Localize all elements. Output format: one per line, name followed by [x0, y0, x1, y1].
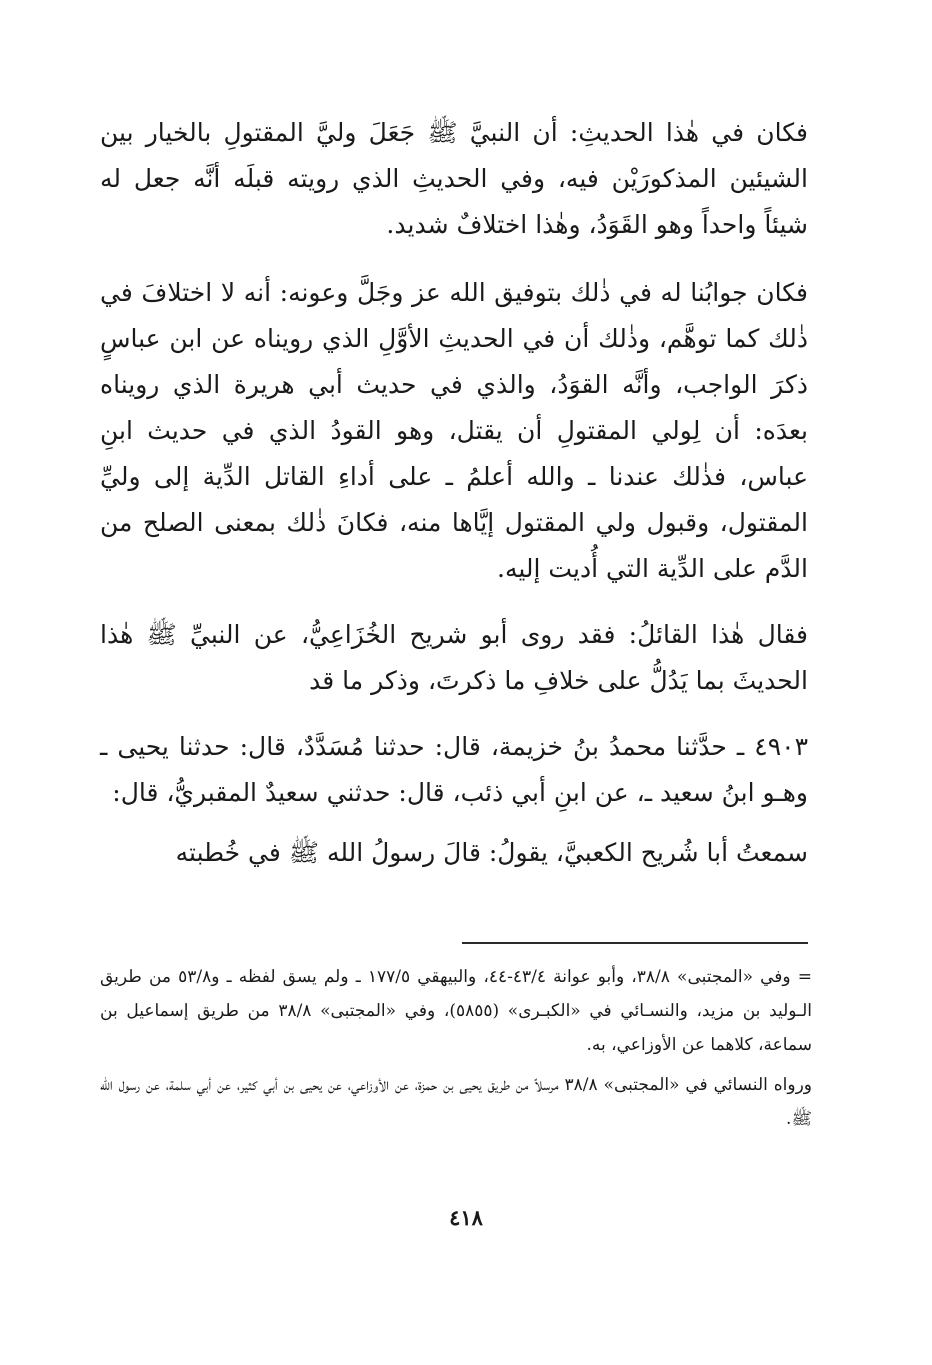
footnotes: [100, 960, 812, 1142]
footnote-line-1: [100, 960, 812, 1062]
paragraph-2: فكان جوابُنا له في ذٰلك بتوفيق الله عز وجَلَّ وعونه: أنه لا اختلافَ في ذٰلك كما توهَّم، وذٰلك أن في الحديثِ الأوَّلِ الذي رويناه عن ابن عباسٍ ذكرَ الواجب، وأنَّه القوَدُ، والذي في حديث أبي هريرة الذي رويناه بعدَه: أن لِولي المقتولِ أن يقتل، وهو القودُ الذي في حديث ابنِ عباس، فذٰلك عندنا ـ والله أعلمُ ـ على أداءِ القاتل الدِّية إلى وليِّ المقتول، وقبول ولي المقتول إيَّاها منه، فكانَ ذٰلك بمعنى الصلح من الدَّم على الدِّية التي أُديت إليه.: [100, 278, 808, 583]
page-number: ٤١٨: [449, 1205, 483, 1230]
footnote-text-1: وفي «المجتبى» ٣٨/٨، وأبو عوانة ٤٣/٤-٤٤، والبيهقي ١٧٧/٥ ـ ولم يسق لفظه ـ و٥٣/٨ من طريق الـوليد بن مزيد، والنسـائي في «الكبـرى» (٥٨٥٥)، وفي «المجتبى» ٣٨/٨ من طريق إسماعيل بن سماعة، كلاهما عن الأوزاعي، به.: [100, 967, 812, 1055]
footnote-divider: [462, 942, 808, 944]
footnote-continuation-mark: =: [797, 967, 813, 987]
paragraph-3: فقال هٰذا القائلُ: فقد روى أبو شريح الخُزَاعِيُّ، عن النبيِّ ﷺ هٰذا الحديثَ بما يَدُلُّ على خلافِ ما ذكرتَ، وذكر ما قد: [100, 620, 808, 695]
footnote-line-2: ورواه النسائي في «المجتبى» ٣٨/٨ مرسلاً من طريق يحيى بن حمزة، عن الأوزاعي، عن يحيى بن أبي كثير، عن أبي سلمة، عن رسول الله ﷺ.: [100, 1075, 812, 1129]
hadith-4903: ٤٩٠٣ ـ حدَّثنا محمدُ بنُ خزيمة، قال: حدثنا مُسَدَّدٌ، قال: حدثنا يحيى ـ وهـو ابنُ سعيد ـ، عن ابنِ أبي ذئب، قال: حدثني سعيدٌ المقبريُّ، قال:: [100, 732, 808, 807]
paragraph-1: فكان في هٰذا الحديثِ: أن النبيَّ ﷺ جَعَلَ وليَّ المقتولِ بالخيار بين الشيئين المذكورَيْن فيه، وفي الحديثِ الذي رويته قبلَه أنَّه جعل له شيئاً واحداً وهو القَوَدُ، وهٰذا اختلافٌ شديد.: [100, 118, 808, 239]
paragraph-5: سمعتُ أبا شُريح الكعبيَّ، يقولُ: قالَ رسولُ الله ﷺ في خُطبته: [175, 838, 808, 867]
main-text: [100, 110, 808, 886]
